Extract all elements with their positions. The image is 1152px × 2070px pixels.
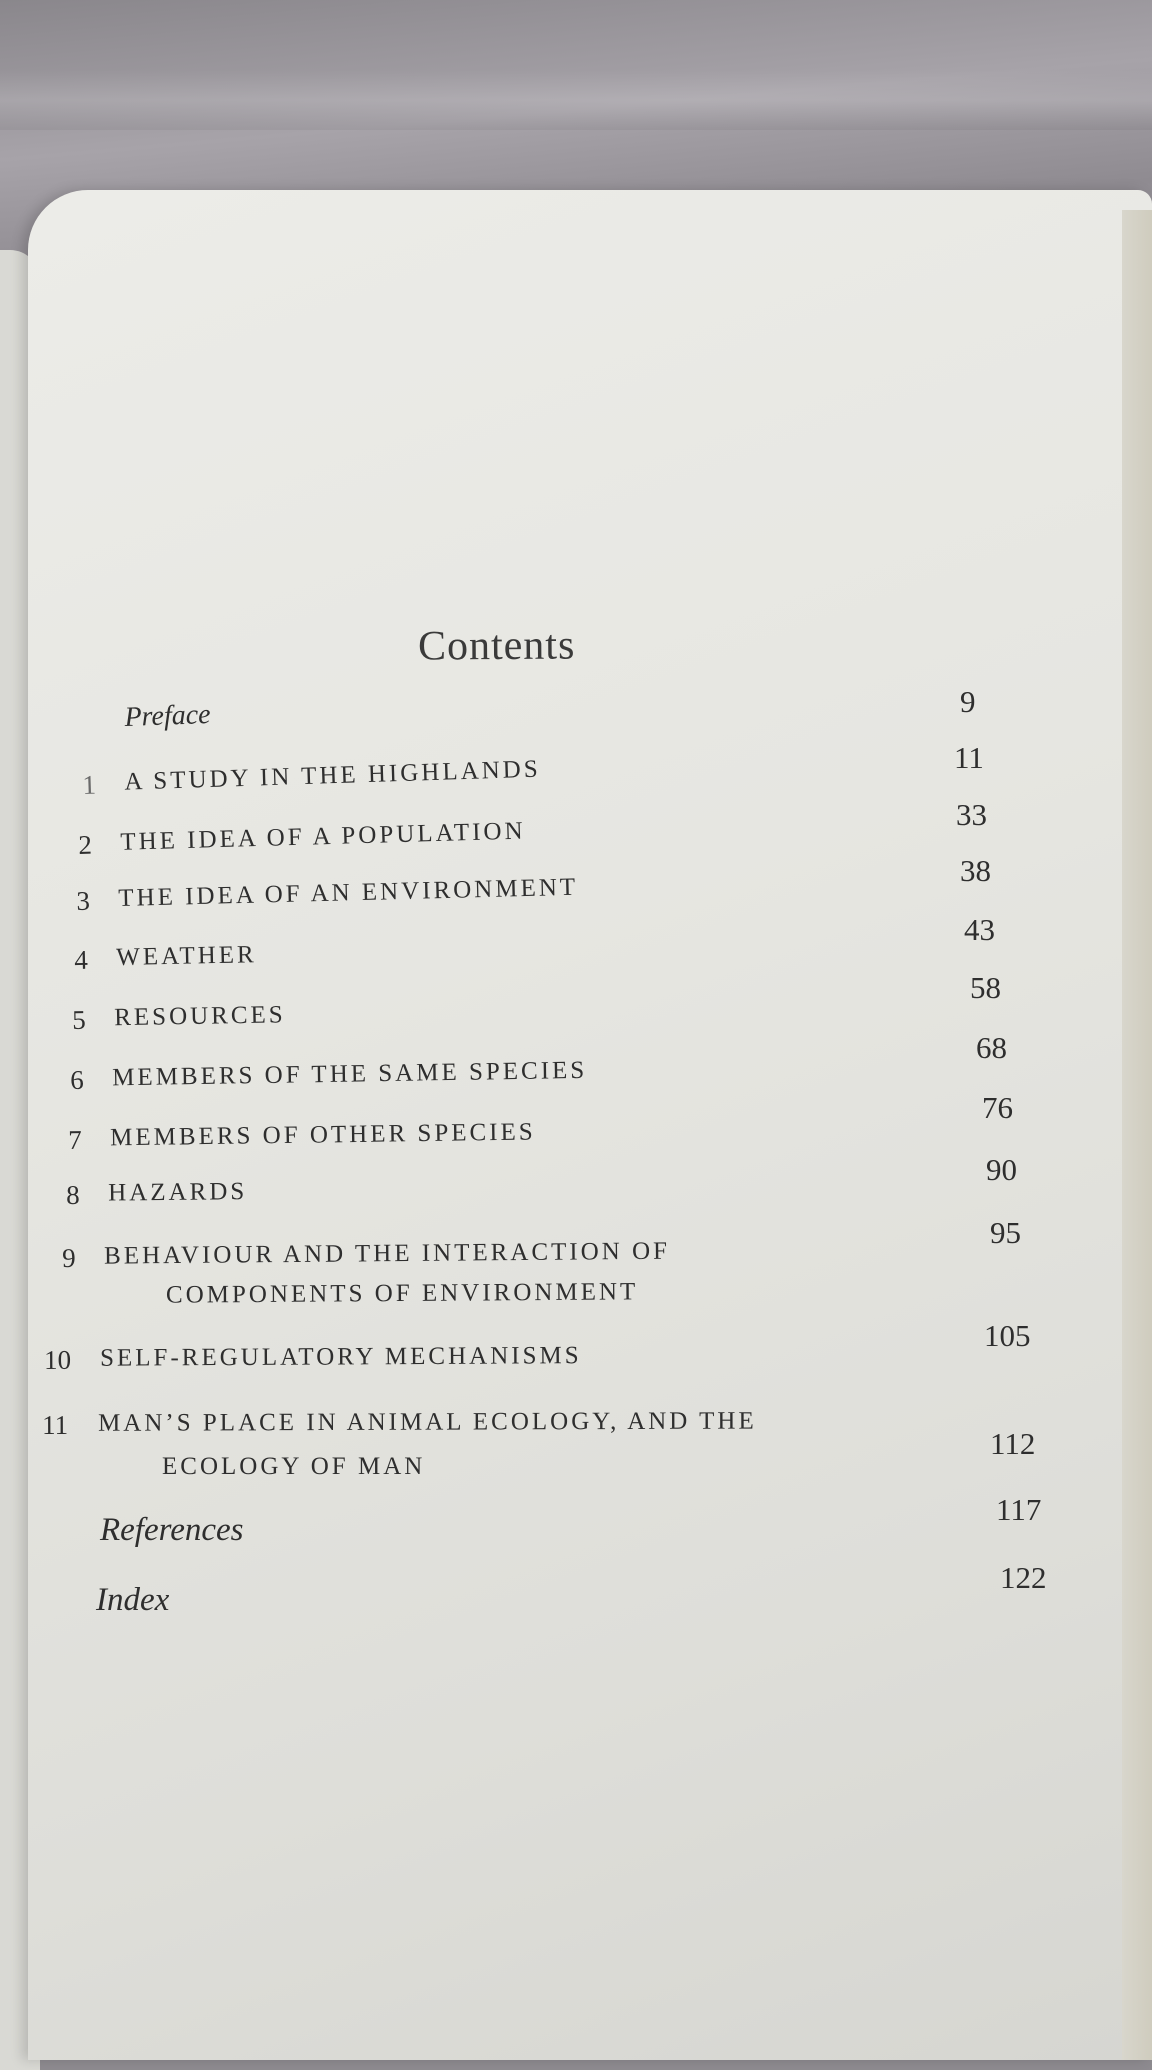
toc-entry-title: MEMBERS OF OTHER SPECIES bbox=[109, 1118, 536, 1152]
toc-entry-title: RESOURCES bbox=[113, 1001, 286, 1032]
contents-heading: Contents bbox=[417, 622, 576, 670]
toc-entry-title: BEHAVIOUR AND THE INTERACTION OF bbox=[103, 1237, 671, 1270]
toc-page-number: 11 bbox=[954, 740, 984, 775]
toc-entry-number: 7 bbox=[68, 1124, 82, 1155]
toc-entry-title: THE IDEA OF AN ENVIRONMENT bbox=[117, 873, 579, 912]
toc-page-number: 95 bbox=[990, 1215, 1021, 1250]
toc-entry-title: Index bbox=[96, 1582, 170, 1618]
toc-entry-number: 2 bbox=[78, 829, 93, 860]
toc-page-number: 58 bbox=[970, 970, 1001, 1005]
toc-entry-number: 10 bbox=[44, 1344, 72, 1375]
toc-entry-number: 8 bbox=[66, 1179, 80, 1210]
toc-entry-title: WEATHER bbox=[115, 941, 257, 972]
toc-page-number: 112 bbox=[990, 1426, 1036, 1461]
toc-entry-title: MAN’S PLACE IN ANIMAL ECOLOGY, AND THE bbox=[97, 1407, 757, 1437]
toc-entry-number: 1 bbox=[82, 769, 97, 800]
toc-entry-title: MEMBERS OF THE SAME SPECIES bbox=[111, 1056, 588, 1092]
toc-page-number: 38 bbox=[960, 853, 991, 888]
toc-page-number: 9 bbox=[960, 684, 976, 719]
toc-entry-title: THE IDEA OF A POPULATION bbox=[119, 817, 526, 856]
toc-entry-title: SELF-REGULATORY MECHANISMS bbox=[99, 1342, 582, 1372]
toc-page-number: 105 bbox=[984, 1318, 1031, 1353]
toc-entry-title: A STUDY IN THE HIGHLANDS bbox=[123, 755, 542, 796]
toc-entry-number: 11 bbox=[42, 1409, 69, 1440]
toc-entry-number: 9 bbox=[62, 1242, 76, 1273]
toc-page-number: 117 bbox=[996, 1492, 1042, 1527]
toc-entry-title: References bbox=[100, 1512, 244, 1548]
page-stack-edge bbox=[1122, 210, 1152, 2060]
toc-entry-title: HAZARDS bbox=[107, 1178, 248, 1207]
toc-page-number: 122 bbox=[1000, 1560, 1047, 1595]
toc-page-number: 76 bbox=[982, 1090, 1013, 1125]
toc-entry-title-continued: COMPONENTS OF ENVIRONMENT bbox=[165, 1278, 639, 1309]
toc-page-number: 33 bbox=[956, 797, 987, 832]
toc-entry-number: 3 bbox=[76, 885, 91, 916]
toc-entry-number: 4 bbox=[74, 944, 89, 975]
toc-page-number: 68 bbox=[976, 1030, 1007, 1065]
toc-page-number: 90 bbox=[986, 1152, 1017, 1187]
toc-entry-number: 6 bbox=[70, 1064, 84, 1095]
toc-page-number: 43 bbox=[964, 912, 995, 947]
cloth-fold bbox=[0, 70, 1152, 130]
toc-entry-title: Preface bbox=[124, 698, 212, 733]
toc-entry-number: 5 bbox=[72, 1004, 87, 1035]
toc-entry-title-continued: ECOLOGY OF MAN bbox=[162, 1453, 426, 1480]
